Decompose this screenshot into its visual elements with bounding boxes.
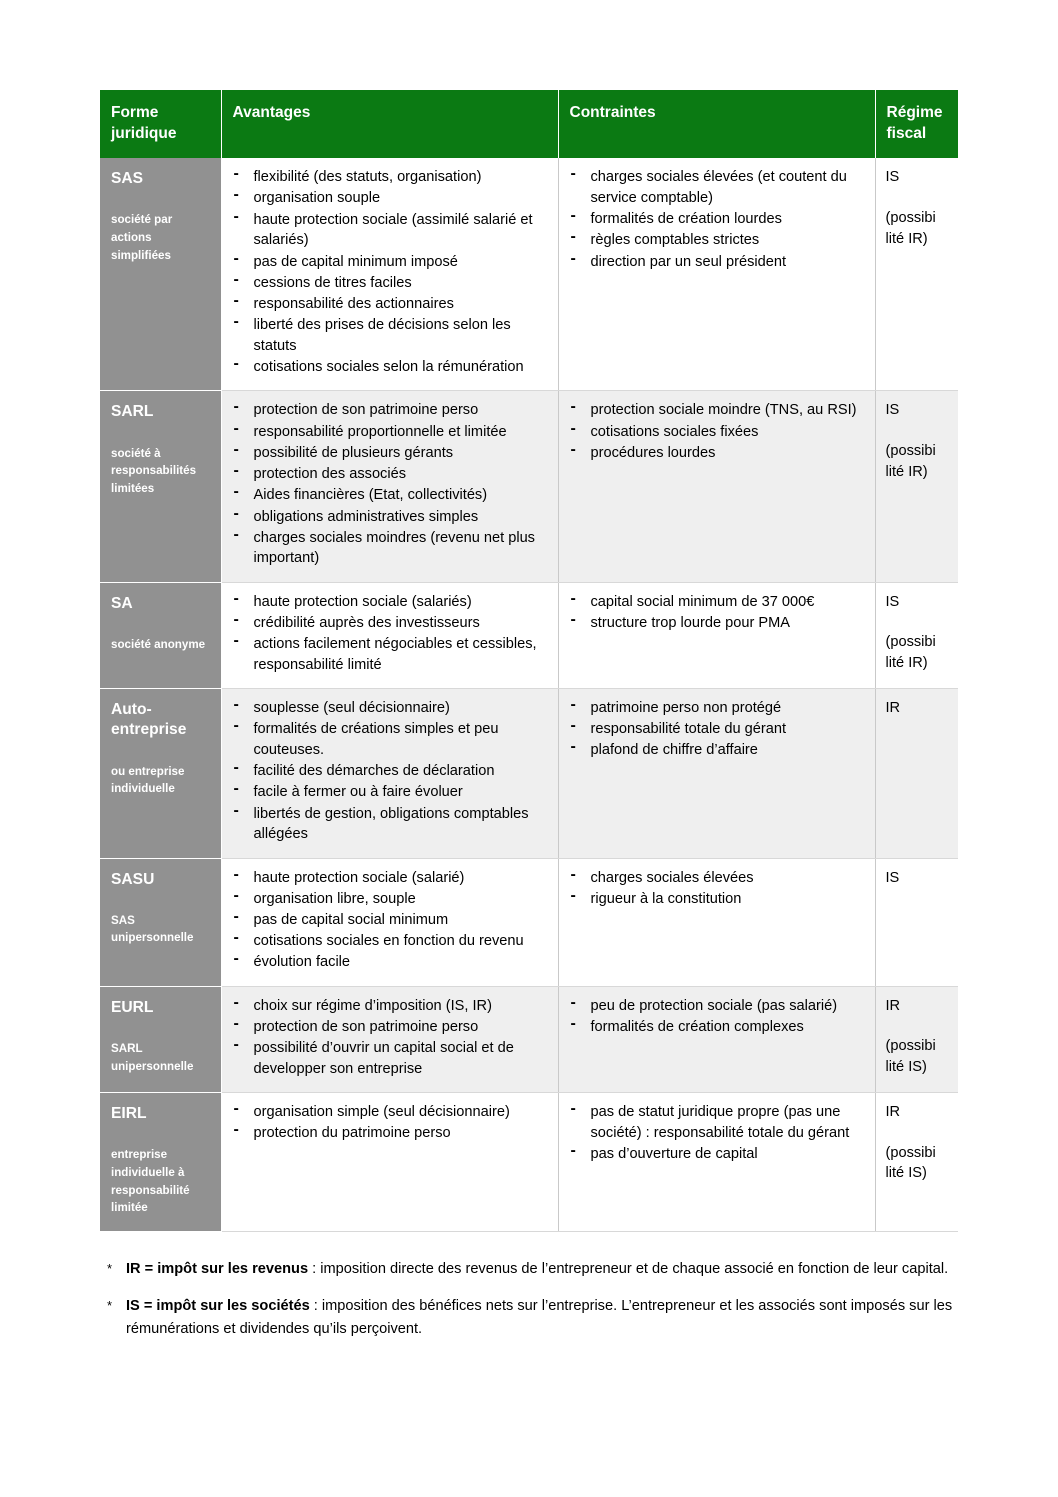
table-row bbox=[100, 689, 958, 859]
constraint-item: - responsabilité totale du gérant bbox=[569, 719, 865, 740]
advantage-item: - libertés de gestion, obligations comptables allégées bbox=[232, 804, 548, 845]
constraint-item: - structure trop lourde pour PMA bbox=[569, 613, 865, 634]
form-abbreviation: SARL bbox=[111, 403, 154, 421]
cell-contraintes bbox=[558, 391, 875, 582]
cell-avantages-list bbox=[232, 167, 548, 378]
footnote bbox=[104, 1258, 968, 1281]
constraint-item: - règles comptables strictes bbox=[569, 230, 865, 251]
cell-forme-juridique bbox=[100, 582, 221, 688]
cell-contraintes bbox=[558, 858, 875, 986]
advantage-item: - Aides financières (Etat, collectivités) bbox=[232, 485, 548, 506]
form-abbreviation: Auto-entreprise bbox=[111, 701, 187, 739]
constraint-item: - capital social minimum de 37 000€ bbox=[569, 592, 865, 613]
advantage-item: - pas de capital minimum imposé bbox=[232, 252, 548, 273]
advantage-item: - pas de capital social minimum bbox=[232, 910, 548, 931]
cell-regime-fiscal bbox=[875, 858, 958, 986]
advantage-item: - charges sociales moindres (revenu net plus important) bbox=[232, 528, 548, 569]
fiscal-regime-value: IS bbox=[885, 593, 900, 610]
constraint-item: - patrimoine perso non protégé bbox=[569, 698, 865, 719]
table-row bbox=[100, 858, 958, 986]
advantage-item: - crédibilité auprès des investisseurs bbox=[232, 613, 548, 634]
cell-forme-juridique bbox=[100, 986, 221, 1092]
table-row bbox=[100, 986, 958, 1092]
form-full-name: société à responsabilités limitées bbox=[111, 446, 197, 495]
advantage-item: - haute protection sociale (assimilé salarié et salariés) bbox=[232, 210, 548, 251]
cell-regime-fiscal bbox=[875, 689, 958, 859]
cell-contraintes bbox=[558, 582, 875, 688]
cell-avantages-list bbox=[232, 996, 548, 1080]
cell-contraintes bbox=[558, 689, 875, 859]
form-abbreviation: SA bbox=[111, 594, 133, 612]
table-body bbox=[100, 158, 958, 1231]
table-header bbox=[100, 90, 958, 158]
footnote-term: IR = impôt sur les revenus bbox=[126, 1260, 309, 1277]
cell-contraintes-list bbox=[569, 400, 865, 463]
fiscal-regime-option: (possibi lité IR) bbox=[885, 209, 936, 247]
fiscal-regime-option: (possibi lité IS) bbox=[885, 1144, 936, 1182]
table-row bbox=[100, 582, 958, 688]
footnote-term: IS = impôt sur les sociétés bbox=[126, 1298, 310, 1315]
fiscal-regime-value: IR bbox=[885, 997, 901, 1014]
cell-avantages bbox=[221, 582, 558, 688]
cell-forme-juridique bbox=[100, 858, 221, 986]
cell-forme-juridique bbox=[100, 158, 221, 391]
cell-forme-juridique bbox=[100, 1093, 221, 1232]
advantage-item: - organisation simple (seul décisionnaire) bbox=[232, 1102, 548, 1123]
form-abbreviation: EIRL bbox=[111, 1105, 147, 1123]
constraint-item: - pas de statut juridique propre (pas une société) : responsabilité totale du gérant bbox=[569, 1102, 865, 1143]
form-full-name: SAS unipersonnelle bbox=[111, 913, 194, 945]
column-header-forme-juridique: Forme juridique bbox=[100, 90, 221, 158]
cell-avantages-list bbox=[232, 868, 548, 974]
footnote-definition: : imposition des bénéfices nets sur l’entreprise. L’entrepreneur et les associés sont imposés sur les rémunérations et dividendes qu’ils perçoivent. bbox=[126, 1298, 953, 1337]
cell-regime-fiscal bbox=[875, 1093, 958, 1232]
advantage-item: - actions facilement négociables et cessibles, responsabilité limité bbox=[232, 634, 548, 675]
form-abbreviation: EURL bbox=[111, 998, 154, 1016]
advantage-item: - facilité des démarches de déclaration bbox=[232, 761, 548, 782]
fiscal-regime-value: IR bbox=[885, 1104, 901, 1121]
fiscal-regime-value: IR bbox=[885, 700, 901, 717]
advantage-item: - évolution facile bbox=[232, 952, 548, 973]
advantage-item: - obligations administratives simples bbox=[232, 507, 548, 528]
constraint-item: - charges sociales élevées (et coutent du service comptable) bbox=[569, 167, 865, 208]
table-row bbox=[100, 158, 958, 391]
advantage-item: - haute protection sociale (salariés) bbox=[232, 592, 548, 613]
advantage-item: - protection de son patrimoine perso bbox=[232, 400, 548, 421]
constraint-item: - cotisations sociales fixées bbox=[569, 422, 865, 443]
fiscal-regime-value: IS bbox=[885, 869, 900, 886]
advantage-item: - organisation souple bbox=[232, 188, 548, 209]
advantage-item: - protection des associés bbox=[232, 464, 548, 485]
column-header-regime-fiscal: Régime fiscal bbox=[875, 90, 958, 158]
constraint-item: - pas d’ouverture de capital bbox=[569, 1144, 865, 1165]
constraint-item: - rigueur à la constitution bbox=[569, 889, 865, 910]
cell-contraintes-list bbox=[569, 167, 865, 272]
form-full-name: société par actions simplifiées bbox=[111, 213, 173, 262]
advantage-item: - cotisations sociales selon la rémunération bbox=[232, 357, 548, 378]
cell-avantages bbox=[221, 391, 558, 582]
form-full-name: société anonyme bbox=[111, 637, 206, 651]
column-header-contraintes: Contraintes bbox=[558, 90, 875, 158]
advantage-item: - cessions de titres faciles bbox=[232, 273, 548, 294]
cell-avantages-list bbox=[232, 1102, 548, 1144]
constraint-item: - formalités de création complexes bbox=[569, 1017, 865, 1038]
cell-avantages bbox=[221, 858, 558, 986]
form-abbreviation: SAS bbox=[111, 170, 144, 188]
advantage-item: - choix sur régime d’imposition (IS, IR) bbox=[232, 996, 548, 1017]
table-row bbox=[100, 391, 958, 582]
cell-avantages bbox=[221, 158, 558, 391]
cell-avantages-list bbox=[232, 698, 548, 845]
cell-avantages bbox=[221, 986, 558, 1092]
cell-regime-fiscal bbox=[875, 986, 958, 1092]
cell-contraintes-list bbox=[569, 996, 865, 1038]
cell-avantages-list bbox=[232, 400, 548, 569]
constraint-item: - charges sociales élevées bbox=[569, 868, 865, 889]
constraint-item: - formalités de création lourdes bbox=[569, 209, 865, 230]
constraint-item: - direction par un seul président bbox=[569, 252, 865, 273]
cell-regime-fiscal bbox=[875, 158, 958, 391]
advantage-item: - responsabilité proportionnelle et limitée bbox=[232, 422, 548, 443]
advantage-item: - liberté des prises de décisions selon les statuts bbox=[232, 315, 548, 356]
cell-contraintes bbox=[558, 1093, 875, 1232]
advantage-item: - cotisations sociales en fonction du revenu bbox=[232, 931, 548, 952]
cell-contraintes bbox=[558, 158, 875, 391]
advantage-item: - flexibilité (des statuts, organisation) bbox=[232, 167, 548, 188]
constraint-item: - procédures lourdes bbox=[569, 443, 865, 464]
advantage-item: - haute protection sociale (salarié) bbox=[232, 868, 548, 889]
advantage-item: - souplesse (seul décisionnaire) bbox=[232, 698, 548, 719]
table-row bbox=[100, 1093, 958, 1232]
advantage-item: - organisation libre, souple bbox=[232, 889, 548, 910]
advantage-item: - formalités de créations simples et peu couteuses. bbox=[232, 719, 548, 760]
cell-contraintes-list bbox=[569, 698, 865, 761]
table-header-row bbox=[100, 90, 958, 158]
fiscal-regime-option: (possibi lité IR) bbox=[885, 443, 936, 480]
form-full-name: SARL unipersonnelle bbox=[111, 1041, 194, 1073]
footnotes-block bbox=[100, 1258, 968, 1341]
fiscal-regime-option: (possibi lité IR) bbox=[885, 634, 936, 672]
advantage-item: - possibilité de plusieurs gérants bbox=[232, 443, 548, 464]
constraint-item: - peu de protection sociale (pas salarié) bbox=[569, 996, 865, 1017]
legal-forms-table bbox=[100, 90, 958, 1232]
cell-contraintes-list bbox=[569, 1102, 865, 1165]
constraint-item: - plafond de chiffre d’affaire bbox=[569, 740, 865, 761]
cell-forme-juridique bbox=[100, 689, 221, 859]
advantage-item: - responsabilité des actionnaires bbox=[232, 294, 548, 315]
cell-avantages bbox=[221, 689, 558, 859]
cell-contraintes-list bbox=[569, 592, 865, 634]
constraint-item: - protection sociale moindre (TNS, au RSI) bbox=[569, 400, 865, 421]
advantage-item: - facile à fermer ou à faire évoluer bbox=[232, 782, 548, 803]
form-abbreviation: SASU bbox=[111, 870, 155, 888]
form-full-name: entreprise individuelle à responsabilité limitée bbox=[111, 1148, 190, 1215]
cell-avantages bbox=[221, 1093, 558, 1232]
advantage-item: - protection du patrimoine perso bbox=[232, 1123, 548, 1144]
fiscal-regime-value: IS bbox=[885, 169, 900, 186]
cell-contraintes bbox=[558, 986, 875, 1092]
cell-regime-fiscal bbox=[875, 582, 958, 688]
advantage-item: - possibilité d’ouvrir un capital social et de developper son entreprise bbox=[232, 1038, 548, 1079]
fiscal-regime-value: IS bbox=[885, 402, 900, 419]
fiscal-regime-option: (possibi lité IS) bbox=[885, 1038, 936, 1076]
cell-contraintes-list bbox=[569, 868, 865, 910]
column-header-avantages: Avantages bbox=[221, 90, 558, 158]
cell-regime-fiscal bbox=[875, 391, 958, 582]
advantage-item: - protection de son patrimoine perso bbox=[232, 1017, 548, 1038]
footnote bbox=[104, 1295, 968, 1341]
form-full-name: ou entreprise individuelle bbox=[111, 764, 185, 796]
footnote-definition: : imposition directe des revenus de l’entrepreneur et de chaque associé en fonction de leur capital. bbox=[308, 1260, 949, 1277]
cell-forme-juridique bbox=[100, 391, 221, 582]
cell-avantages-list bbox=[232, 592, 548, 676]
